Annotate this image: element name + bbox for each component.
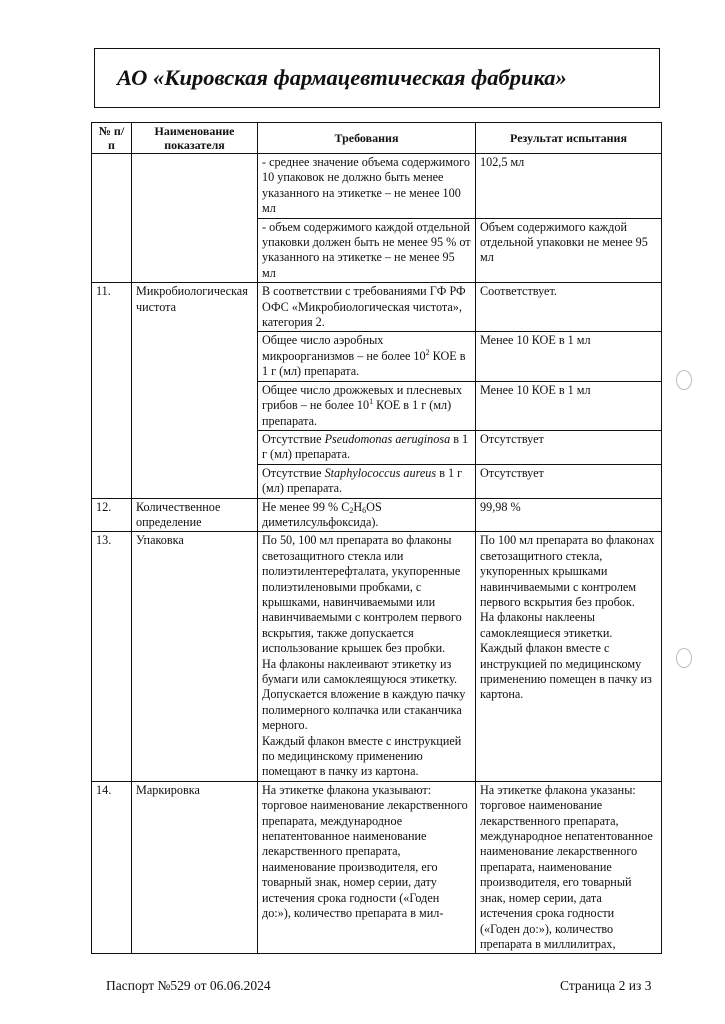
name-cell: Количественное определение — [132, 498, 258, 532]
num-cell: 14. — [92, 781, 132, 953]
result-cell: На этикетке флакона указаны: торговое наименование лекарственного препарата, международное непатентованное наименование лекарственного препарата, наименование производителя, его товарный знак, номер серии, дата истечения срока годности («Годен до:»), количество препарата в миллилитрах, — [476, 781, 662, 953]
table-row — [92, 532, 662, 782]
table-row — [92, 283, 662, 332]
requirement-cell: Общее число дрожжевых и плесневых грибов – не более $10^1$ КОЕ в 1 г (мл) препарата. — [258, 381, 476, 430]
table-header-row — [92, 123, 662, 154]
requirement-cell: На этикетке флакона указывают: торговое наименование лекарственного препарата, международное непатентованное наименование лекарственного препарата, наименование производителя, его товарный знак, номер серии, дату истечения срока годности («Годен до:»), количество препарата в мил- — [258, 781, 476, 953]
requirement-cell: Отсутствие Pseudomonas aeruginosa в 1 г (мл) препарата. — [258, 430, 476, 464]
requirement-cell: Общее число аэробных микроорганизмов – не более $10^2$ КОЕ в 1 г (мл) препарата. — [258, 332, 476, 381]
requirement-cell: - объем содержимого каждой отдельной упаковки должен быть не менее 95 % от указанного на этикетке – не менее 95 мл — [258, 218, 476, 283]
num-cell: 13. — [92, 532, 132, 782]
result-cell: Объем содержимого каждой отдельной упаковки не менее 95 мл — [476, 218, 662, 283]
table-row — [92, 498, 662, 532]
table-row — [92, 154, 662, 219]
header-result: Результат испытания — [476, 123, 662, 154]
num-cell: 11. — [92, 283, 132, 498]
name-cell: Микробиологическая чистота — [132, 283, 258, 498]
result-cell: 99,98 % — [476, 498, 662, 532]
result-cell: Соответствует. — [476, 283, 662, 332]
header-name: Наименование показателя — [132, 123, 258, 154]
header-requirements: Требования — [258, 123, 476, 154]
result-cell: 102,5 мл — [476, 154, 662, 219]
requirement-cell: Не менее 99 % $C_2H_6OS$ диметилсульфоксида). — [258, 498, 476, 532]
result-cell: Отсутствует — [476, 464, 662, 498]
result-cell: Отсутствует — [476, 430, 662, 464]
result-cell: Менее 10 КОЕ в 1 мл — [476, 381, 662, 430]
page-number: Страница 2 из 3 — [560, 978, 652, 993]
scan-artifact — [676, 370, 692, 390]
scan-artifact — [676, 648, 692, 668]
result-cell: Менее 10 КОЕ в 1 мл — [476, 332, 662, 381]
requirement-cell: - среднее значение объема содержимого 10 упаковок не должно быть менее указанного на этикетке – не менее 100 мл — [258, 154, 476, 219]
header-num: № п/п — [92, 123, 132, 154]
requirement-cell: Отсутствие Staphylococcus aureus в 1 г (мл) препарата. — [258, 464, 476, 498]
requirement-cell: В соответствии с требованиями ГФ РФ ОФС «Микробиологическая чистота», категория 2. — [258, 283, 476, 332]
num-cell: 12. — [92, 498, 132, 532]
table-row — [92, 781, 662, 953]
company-header — [94, 48, 660, 108]
company-title: АО «Кировская фармацевтическая фабрика» — [117, 65, 567, 90]
name-cell: Маркировка — [132, 781, 258, 953]
name-cell — [132, 154, 258, 283]
num-cell — [92, 154, 132, 283]
passport-footer: Паспорт №529 от 06.06.2024 — [106, 978, 271, 993]
passport-table — [91, 122, 662, 954]
result-cell: По 100 мл препарата во флаконах светозащитного стекла, укупоренных крышками навинчиваемыми с контролем первого вскрытия без пробок. На флаконы наклеены самоклеящиеся этикетки. Каждый флакон вместе с инструкцией по медицинскому применению помещен в пачку из картона. — [476, 532, 662, 782]
requirement-cell: По 50, 100 мл препарата во флаконы светозащитного стекла или полиэтилентерефталата, укупоренные полиэтиленовыми пробками, с крышками, навинчиваемыми или навинчиваемыми с контролем первого вскрытия, также допускается использование крышек без пробки. На флаконы наклеивают этикетку из бумаги или самоклеящуюся этикетку. Допускается вложение в каждую пачку полимерного колпачка или стаканчика мерного. Каждый флакон вместе с инструкцией по медицинскому применению помещают в пачку из картона. — [258, 532, 476, 782]
name-cell: Упаковка — [132, 532, 258, 782]
